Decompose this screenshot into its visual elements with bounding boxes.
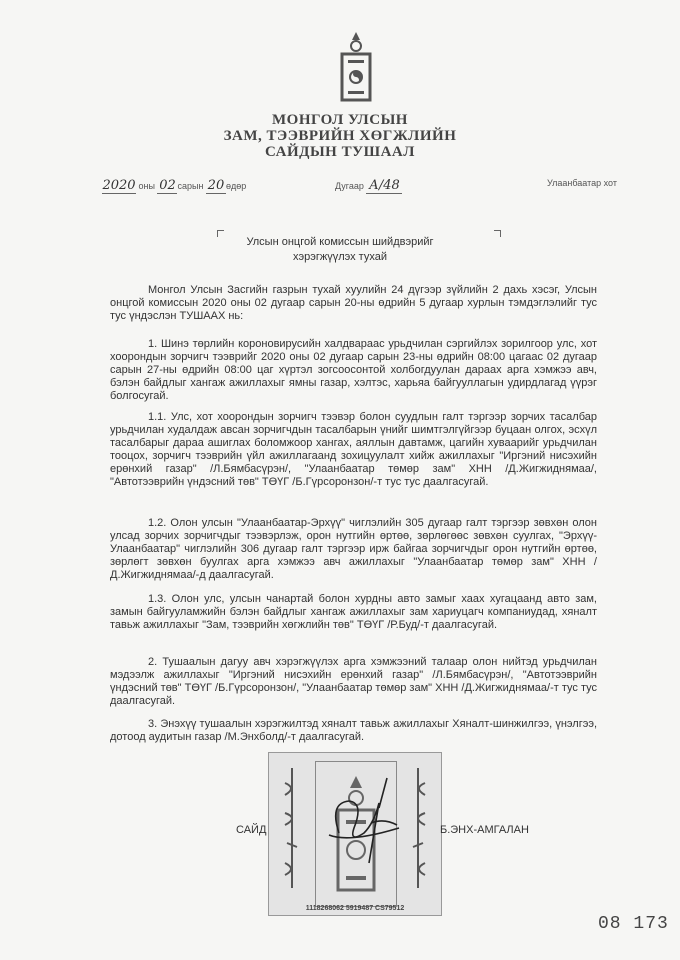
minister-name: Б.ЭНХ-АМГАЛАН bbox=[440, 824, 529, 836]
date-day-suffix: өдөр bbox=[225, 181, 247, 191]
paragraph-1: 1. Шинэ төрлийн короновирусийн халдвараас урьдчилан сэргийлэх зорилгоор улс, хот хоорондын зорчигч тээврийг 2020 оны 02 дугаар сарын 23-ны өдрийн 08:00 цагаас 02 дугаар сарын 27-ны өдрийн 08:00 цаг хүртэл зогсоосонтой холбогдуулан дараах арга хэмжээ авч, бэлэн байдлыг хангаж ажиллахыг ямны газар, хэлтэс, харьяа байгууллагын удирдлагад үүрэг болгосугай. bbox=[110, 338, 597, 402]
date-year: 2020 bbox=[102, 178, 136, 193]
org-title-line1: МОНГОЛ УЛСЫН bbox=[272, 112, 408, 128]
date-month: 02 bbox=[159, 178, 176, 193]
paragraph-1-1: 1.1. Улс, хот хоорондын зорчигч тээвэр болон суудлын галт тэргээр зорчих тасалбар урьдчилан худалдаж авсан зорчигчдын тасалбарын үнийг шимтгэлгүйгээр буцаан олгох, эсхүл тасалбарыг дараа ашиглах боломжоор хангах, аяллын давтамж, цагийн хуваарийг урьдчилан тооцох, зорчигч тээврийн үйл ажиллагаанд зохицуулалт хийж ажиллахыг "Иргэний нисэхийн ерөнхий газар" /Л.Бямбасүрэн/, "Улаанбаатар төмөр зам" ХНН /Д.Жигжиднямаа/, "Автотээврийн үндэсний төв" ТӨҮГ /Б.Гүрсоронзон/-т тус тус даалгасугай. bbox=[110, 411, 597, 488]
page-number: 08 173 bbox=[598, 914, 669, 934]
org-title-line2: ЗАМ, ТЭЭВРИЙН ХӨГЖЛИЙН bbox=[223, 128, 457, 144]
stamp-serial: 1118268062 5919487 CS79512 bbox=[305, 905, 405, 912]
date-month-suffix: сарын bbox=[177, 181, 204, 191]
order-number: А/48 bbox=[366, 178, 402, 194]
paragraph-1-2: 1.2. Олон улсын "Улаанбаатар-Эрхүү" чиглэлийн 305 дугаар галт тэргээр зөвхөн олон улсад зорчих зорчигчдыг тээвэрлэж, орон нутгийн өртөө, зөрлөгөөс зөвхөн суулгах, "Эрхүү-Улаанбаатар" чиглэлийн 306 дугаар галт тэргээр ирж байгаа зорчигчдыг орон нутгийн өртөө, зөрлөгт зөвхөн буулгах арга хэмжээ авч ажиллахыг "Улаанбаатар төмөр зам" ХНН /Д.Жигжиднямаа/-д даалгасугай. bbox=[110, 517, 597, 581]
paragraph-3: 3. Энэхүү тушаалын хэрэгжилтэд хяналт тавьж ажиллахыг Хяналт-шинжилгээ, үнэлгээ, дотоод аудитын газар /М.Энхболд/-т даалгасугай. bbox=[110, 718, 597, 743]
paragraph-1-3: 1.3. Олон улс, улсын чанартай болон хурдны авто замыг хаах хугацаанд авто зам, замын байгууламжийн бэлэн байдлыг хангаж ажиллахыг зам хариуцагч компаниудад, хяналт тавьж ажиллахыг "Зам, тээврийн хөгжлийн төв" ТӨҮГ /Р.Буд/-т даалгасугай. bbox=[110, 593, 597, 631]
date-field bbox=[102, 178, 246, 194]
intro-paragraph: Монгол Улсын Засгийн газрын тухай хуулийн 24 дүгээр зүйлийн 2 дахь хэсэг, Улсын онцгой комиссын 2020 оны 02 дугаар сарын 20-ны өдрийн 5 дугаар хурлын тэмдэглэлийг тус тус үндэслэн ТУШААХ нь: bbox=[110, 284, 597, 322]
order-number-field bbox=[335, 178, 402, 194]
place: Улаанбаатар хот bbox=[547, 178, 617, 188]
order-number-label: Дугаар bbox=[335, 181, 364, 191]
date-day: 20 bbox=[207, 178, 225, 193]
stamp-script-left-icon bbox=[277, 763, 307, 893]
minister-title: САЙД bbox=[236, 824, 267, 836]
official-stamp bbox=[268, 752, 442, 916]
date-year-suffix: оны bbox=[138, 181, 155, 191]
handwritten-signature-icon bbox=[309, 773, 409, 873]
org-title-line3: САЙДЫН ТУШААЛ bbox=[265, 144, 415, 160]
subject-line2: хэрэгжүүлэх тухай bbox=[293, 251, 387, 263]
state-emblem-icon bbox=[336, 32, 376, 104]
subject-line1: Улсын онцгой комиссын шийдвэрийг bbox=[246, 236, 434, 248]
paragraph-2: 2. Тушаалын дагуу авч хэрэгжүүлэх арга хэмжээний талаар олон нийтэд урьдчилан мэдээлж ажиллахыг "Иргэний нисэхийн ерөнхий газар" /Л.Бямбасүрэн/, "Автотээврийн үндэсний төв" ТӨҮГ /Б.Гүрсоронзон/, "Улаанбаатар төмөр зам" ХНН /Д.Жигжиднямаа/-т тус тус даалгасугай. bbox=[110, 656, 597, 707]
